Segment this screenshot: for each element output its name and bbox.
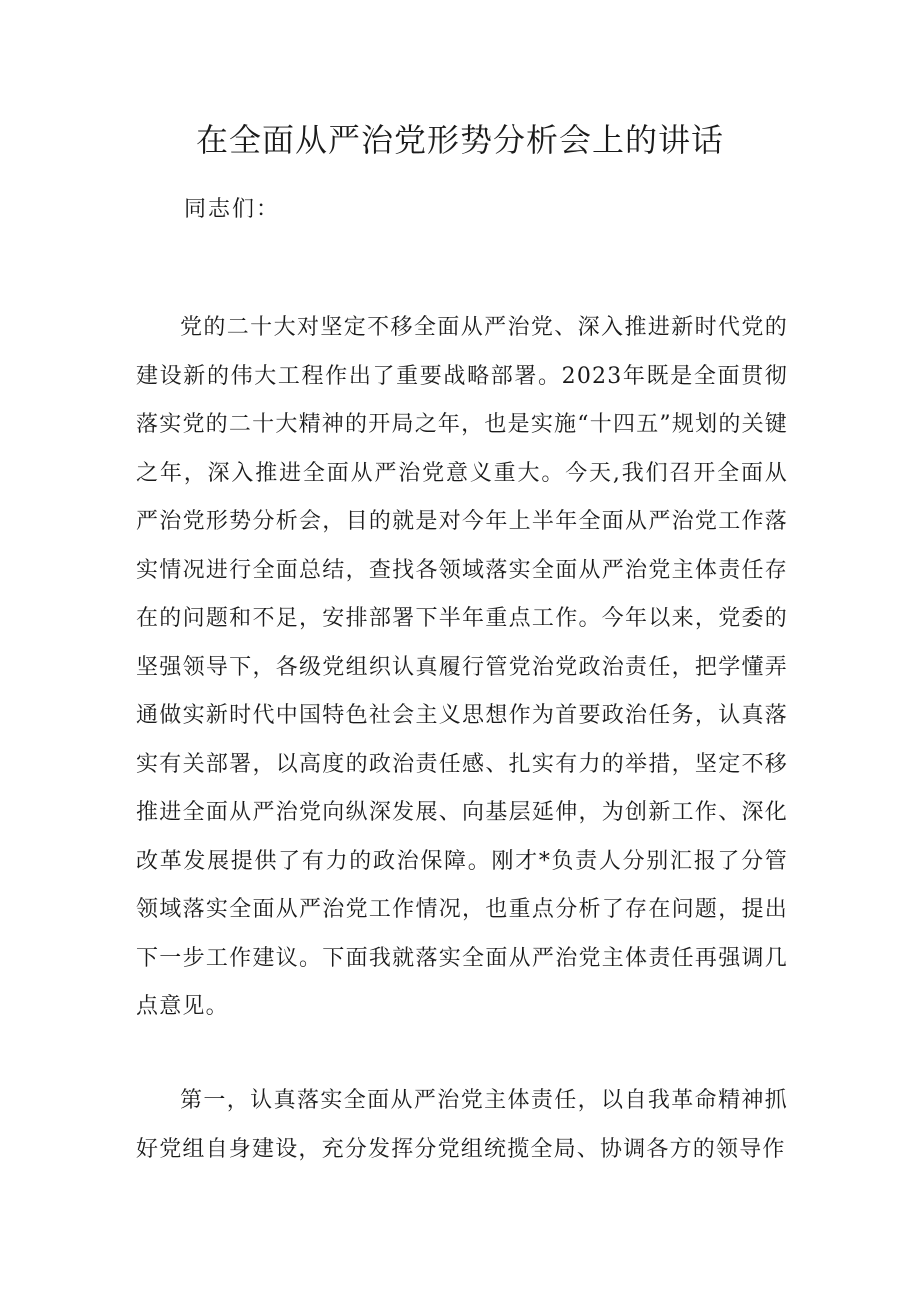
paragraph-2: 第一，认真落实全面从严治党主体责任，以自我革命精神抓好党组自身建设，充分发挥分党组统揽全局、协调各方的领导作 — [136, 1088, 788, 1162]
document-title: 在全面从严治党形势分析会上的讲话 — [195, 121, 724, 159]
paragraph-1: 党的二十大对坚定不移全面从严治党、深入推进新时代党的建设新的伟大工程作出了重要战略部署。2023年既是全面贯彻落实党的二十大精神的开局之年，也是实施“十四五”规划的关键之年，深入推进全面从严治党意义重大。今天,我们召开全面从严治党形势分析会，目的就是对今年上半年全面从严治党工作落实情况进行全面总结，查找各领域落实全面从严治党主体责任存在的问题和不足，安排部署下半年重点工作。今年以来，党委的坚强领导下，各级党组织认真履行管党治党政治责任，把学懂弄通做实新时代中国特色社会主义思想作为首要政治任务，认真落实有关部署，以高度的政治责任感、扎实有力的举措，坚定不移推进全面从严治党向纵深发展、向基层延伸，为创新工作、深化改革发展提供了有力的政治保障。刚才*负责人分别汇报了分管领域落实全面从严治党工作情况，也重点分析了存在问题，提出下一步工作建议。下面我就落实全面从严治党主体责任再强调几点意见。 — [136, 315, 788, 1019]
salutation: 同志们： — [184, 197, 281, 222]
